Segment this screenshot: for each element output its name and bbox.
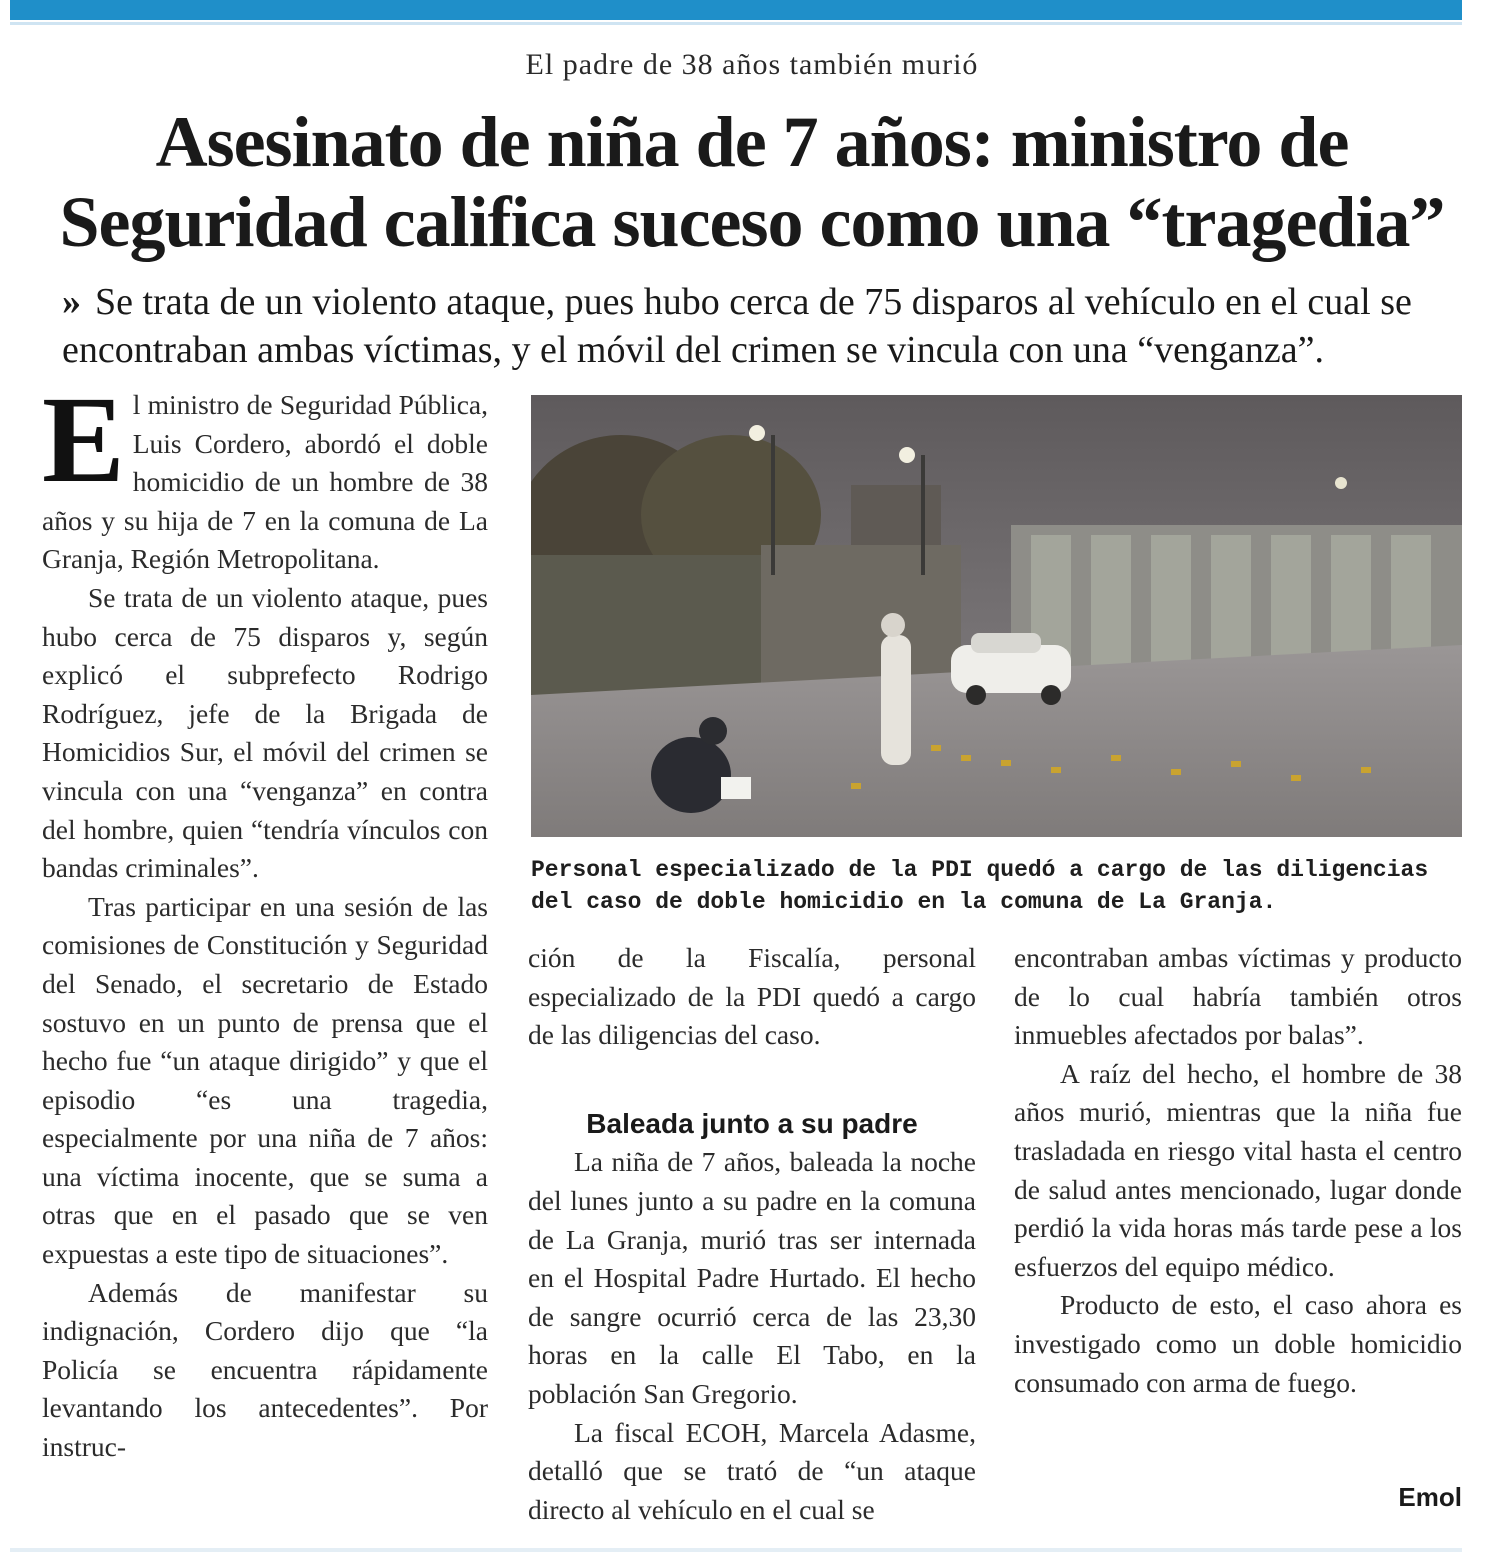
column-3 (1014, 939, 1462, 1402)
paragraph: La niña de 7 años, baleada la noche del lunes junto a su padre en la comuna de La Granja, murió tras ser internada en el Hospital Padre Hurtado. El hecho de sangre ocurrió cerca de las 23,30 horas en la calle El Tabo, en la población San Gregorio. (528, 1146, 976, 1409)
top-rule (10, 22, 1462, 25)
paragraph: Además de manifestar su indignación, Cordero dijo que “la Policía se encuentra rápidamente levantando los antecedentes”. Por instruc- (42, 1276, 488, 1463)
bottom-rule (10, 1548, 1462, 1552)
headline: Asesinato de niña de 7 años: ministro de Seguridad califica suceso como una “tragedia” (59, 102, 1445, 262)
double-chevron-icon: » (62, 281, 81, 323)
column-1 (42, 371, 488, 1467)
paragraph (42, 371, 488, 579)
column-2 (528, 939, 976, 1529)
crime-scene-photo (531, 395, 1462, 837)
paragraph: A raíz del hecho, el hombre de 38 años murió, mientras que la niña fue trasladada en riesgo vital hasta el centro de salud antes mencionado, lugar donde perdió la vida horas más tarde pese a los esfuerzos del equipo médico. (1014, 1057, 1462, 1282)
paragraph: ción de la Fiscalía, personal especializado de la PDI quedó a cargo de las diligencias del caso. (528, 942, 976, 1051)
deck-text: Se trata de un violento ataque, pues hubo cerca de 75 disparos al vehículo en el cual se encontraban ambas víctimas, y el móvil del crimen se vincula con una “venganza”. (62, 281, 1412, 371)
paragraph: Se trata de un violento ataque, pues hubo cerca de 75 disparos y, según explicó el subprefecto Rodrigo Rodríguez, jefe de la Brigada de Homicidios Sur, el móvil del crimen se vincula con una “venganza” en contra del hombre, quien “tendría vínculos con bandas criminales”. (42, 581, 488, 884)
deck (62, 278, 1452, 374)
dropcap: E (42, 371, 125, 508)
paragraph-text: l ministro de Seguridad Pública, Luis Cordero, abordó el doble homicidio de un hombre de 38 años y su hija de 7 en la comuna de La Granja, Región Metropolitana. (42, 389, 488, 575)
kicker: El padre de 38 años también murió (525, 48, 979, 81)
paragraph: encontraban ambas víctimas y producto de lo cual habría también otros inmuebles afectados por balas”. (1014, 942, 1462, 1051)
paragraph: Tras participar en una sesión de las comisiones de Constitución y Seguridad del Senado, el secretario de Estado sostuvo en un punto de prensa que el hecho fue “un ataque dirigido” y que el episodio “es una tragedia, especialmente por una niña de 7 años: una víctima inocente, que se suma a otras que en el pasado que se ven expuestas a este tipo de situaciones”. (42, 890, 488, 1270)
paragraph: La fiscal ECOH, Marcela Adasme, detalló que se trató de “un ataque directo al vehículo en el cual se (528, 1416, 976, 1525)
top-accent-bar (10, 0, 1462, 20)
news-photo (531, 395, 1462, 837)
source-signature: Emol (1398, 1482, 1462, 1512)
subheading: Baleada junto a su padre (586, 1107, 918, 1139)
photo-caption: Personal especializado de la PDI quedó a cargo de las diligencias del caso de doble homicidio en la comuna de La Granja. (531, 857, 1429, 915)
paragraph: Producto de esto, el caso ahora es investigado como un doble homicidio consumado con arma de fuego. (1014, 1289, 1462, 1398)
